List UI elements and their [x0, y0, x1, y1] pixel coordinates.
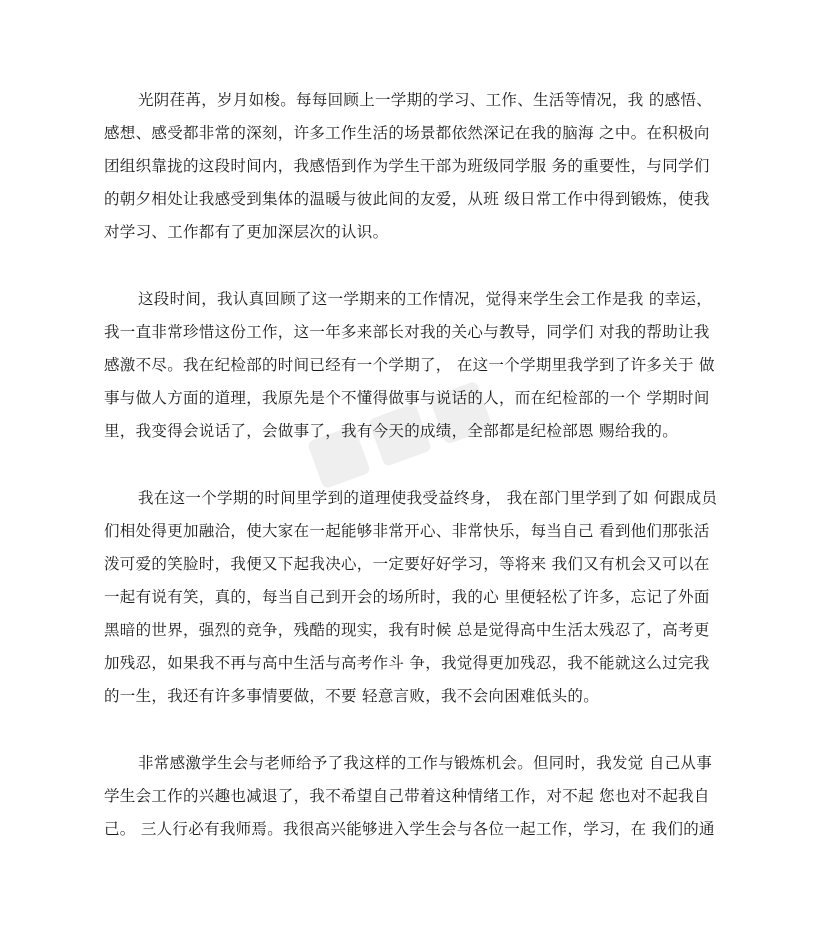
- text-line: 的朝夕相处让我感受到集体的温暖与彼此间的友爱，从班 级日常工作中得到锻炼，使我: [104, 190, 710, 208]
- text-line: 里，我变得会说话了，会做事了，我有今天的成绩，全部都是纪检部恩 赐给我的。: [104, 422, 679, 440]
- paragraph-2: [104, 283, 736, 448]
- paragraph-3: [104, 482, 736, 713]
- text-line: 事与做人方面的道理，我原先是个不懂得做事与说话的人，而在纪检部的一个 学期时间: [104, 389, 710, 407]
- text-line: 感激不尽。我在纪检部的时间已经有一个学期了， 在这一个学期里我学到了许多关于 做: [104, 356, 715, 374]
- document-body: [104, 84, 736, 880]
- text-line: 加残忍，如果我不再与高中生活与高考作斗 争，我觉得更加残忍，我不能就这么过完我: [104, 654, 710, 672]
- paragraph-4: [104, 747, 736, 846]
- text-line: 己。 三人行必有我师焉。我很高兴能够进入学生会与各位一起工作，学习，在 我们的通: [104, 820, 715, 838]
- text-line: 光阴荏苒，岁月如梭。每每回顾上一学期的学习、工作、生活等情况，我 的感悟、: [138, 91, 713, 109]
- text-line: 们相处得更加融洽，使大家在一起能够非常开心、非常快乐，每当自己 看到他们那张活: [104, 522, 710, 540]
- text-line: 的一生，我还有许多事情要做，不要 轻意言败，我不会向困难低头的。: [104, 687, 600, 705]
- text-line: 这段时间，我认真回顾了这一学期来的工作情况，觉得来学生会工作是我 的幸运，: [138, 290, 713, 308]
- text-line: 感想、感受都非常的深刻，许多工作生活的场景都依然深记在我的脑海 之中。在积极向: [104, 124, 710, 142]
- text-line: 学生会工作的兴趣也减退了，我不希望自己带着这种情绪工作，对不起 您也对不起我自: [104, 787, 710, 805]
- text-line: 对学习、工作都有了更加深层次的认识。: [104, 223, 389, 241]
- text-line: 团组织靠拢的这段时间内，我感悟到作为学生干部为班级同学服 务的重要性，与同学们: [104, 157, 710, 175]
- text-line: 我一直非常珍惜这份工作，这一年多来部长对我的关心与教导，同学们 对我的帮助让我: [104, 323, 710, 341]
- paragraph-1: [104, 84, 736, 249]
- text-line: 一起有说有笑，真的，每当自己到开会的场所时，我的心 里便轻松了许多，忘记了外面: [104, 588, 710, 606]
- text-line: 非常感激学生会与老师给予了我这样的工作与锻炼机会。但同时，我发觉 自己从事: [138, 754, 713, 772]
- text-line: 我在这一个学期的时间里学到的道理使我受益终身， 我在部门里学到了如 何跟成员: [138, 489, 718, 507]
- text-line: 泼可爱的笑脸时，我便又下起我决心，一定要好好学习，等将来 我们又有机会又可以在: [104, 555, 710, 573]
- text-line: 黑暗的世界，强烈的竞争，残酷的现实，我有时候 总是觉得高中生活太残忍了，高考更: [104, 621, 710, 639]
